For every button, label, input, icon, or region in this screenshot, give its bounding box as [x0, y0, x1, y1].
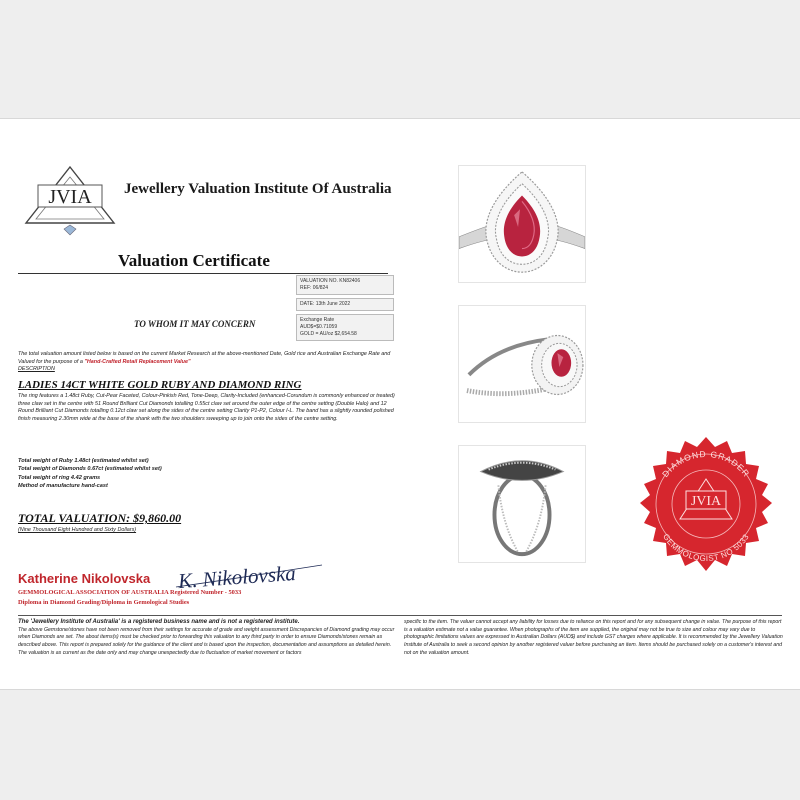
item-title: LADIES 14CT WHITE GOLD RUBY AND DIAMOND RING — [18, 379, 302, 391]
disclaimer-left — [18, 619, 396, 658]
disclaimer-right: specific to the item. The valuer cannot accept any liability for losses due to reliance on this report and for any subsequent change in value. The purpose of this report is a valuation estimate not a value guarantee. When photographs of the item are supplied, the original may not be true to size and colour may vary due to photographic limitations values are expressed in Australian Dollars (AUD$) and include GST charges where applicable. It is recommended by the Jewellery Valuation Institute of Australia to seek a second opinion by another registered valuer before purchasing an item. Items should be purchased solely on a customer's interest and not on the valuation amount. — [404, 619, 783, 656]
intro-purpose: "Hand-Crafted Retail Replacement Value" — [84, 358, 191, 365]
footer-divider — [18, 615, 782, 616]
valuer-name: Katherine Nikolovska — [18, 571, 151, 586]
ring-photo-top — [458, 165, 586, 283]
exchange-rate-label: Exchange Rate — [300, 317, 335, 323]
ring-photo-back — [458, 445, 586, 563]
intro-paragraph — [18, 351, 394, 374]
seal-top-text: DIAMOND GRADER — [660, 448, 752, 480]
disclaimer-lead: The 'Jewellery Institute of Australia' is a registered business name and is not a registered institute. — [18, 619, 300, 625]
intro-text: The total valuation amount listed below is based on the current Market Research at the above-mentioned Date, Gold rice and Australian Exchange Rate and Valued for the purpose of a — [18, 351, 391, 365]
title-divider — [18, 273, 388, 274]
weights-list — [18, 457, 218, 491]
signature-text: K. Nikolovska — [177, 560, 297, 591]
org-name: Jewellery Valuation Institute Of Australia — [124, 181, 392, 197]
reference: REF: 06/824 — [300, 285, 329, 291]
valuer-association: GEMMOLOGICAL ASSOCIATION OF AUSTRALIA Registered Number - 5033 — [18, 589, 242, 596]
jvia-logo — [22, 165, 118, 237]
exchange-cell — [296, 314, 394, 341]
certificate-sheet — [0, 118, 800, 690]
seal-bottom-text: GEMMOLOGIST NO 5033 — [661, 532, 751, 564]
seal-center-text: JVIA — [690, 494, 722, 509]
ring-photo-side — [458, 305, 586, 423]
logo-text: JVIA — [48, 186, 92, 208]
certificate-title: Valuation Certificate — [118, 251, 270, 270]
exchange-aud: AUD$=$0.71059 — [300, 324, 338, 330]
certificate-details — [296, 275, 394, 344]
valuer-diploma: Diploma in Diamond Grading/Diploma in Gemological Studies — [18, 599, 190, 606]
disclaimer-left-text: The above Gemstone/stones have not been removed from their settings for accurate of grade and weight assessment Discrepancies of Diamond grading may occur when Diamonds are set. The about items(s) must be checked prior to forwarding this valuation to any third party in order to ensure Diamonds/stones remain as described above. This report is prepared solely for the guidance of the client and is based upon the inspection, documentation and assumptions as detailed herein. The valuation is as current as the date only and may change unexpectedly due to fluctuation of market movement or factors — [18, 626, 395, 656]
gold-rate: GOLD = AU/oz $2,654.58 — [300, 331, 357, 337]
weight-diamonds: Total weight of Diamonds 0.67ct (estimated whilst set) — [18, 466, 162, 473]
date-cell — [296, 298, 394, 311]
valuer-signature — [172, 557, 332, 591]
weight-ruby: Total weight of Ruby 1.48ct (estimated whilst set) — [18, 458, 149, 464]
valuation-date: DATE: 13th June 2022 — [300, 301, 351, 307]
total-valuation-words: (Nine Thousand Eight Hundred and Sixty Dollars) — [18, 527, 137, 533]
valuation-ref-cell — [296, 275, 394, 295]
description-label: DESCRIPTION — [18, 366, 55, 372]
valuation-number: VALUATION NO. KN82406 — [300, 278, 361, 284]
total-valuation: TOTAL VALUATION: $9,860.00 — [18, 511, 182, 525]
gemmologist-seal — [636, 435, 776, 575]
weight-ring: Total weight of ring 4.42 grams — [18, 474, 101, 481]
to-whom-heading: TO WHOM IT MAY CONCERN — [134, 319, 256, 329]
manufacture-method: Method of manufacture hand-cast — [18, 483, 108, 490]
item-description: The ring features a 1.48ct Ruby, Cut-Pear Faceted, Colour-Pinkish Red, Tone-Deep, Clarity-Included (enhanced-Corundum is commonly enhanced or treated) three claw set in the centre with 51 Round Brilliant Cut Diamonds totalling 0.55ct claw set around the outer edge of the centre setting (Double Halo) and 12 Round Brilliant Cut Diamonds totalling 0.12ct claw set along the sides of the centre setting Clarity P1-P2, Colour I-L. The band has a slightly rounded polished finish measuring 2.30mm wide at the base of the shank with the two shoulders sweeping up to join onto the sides of the centre setting. — [18, 393, 395, 422]
